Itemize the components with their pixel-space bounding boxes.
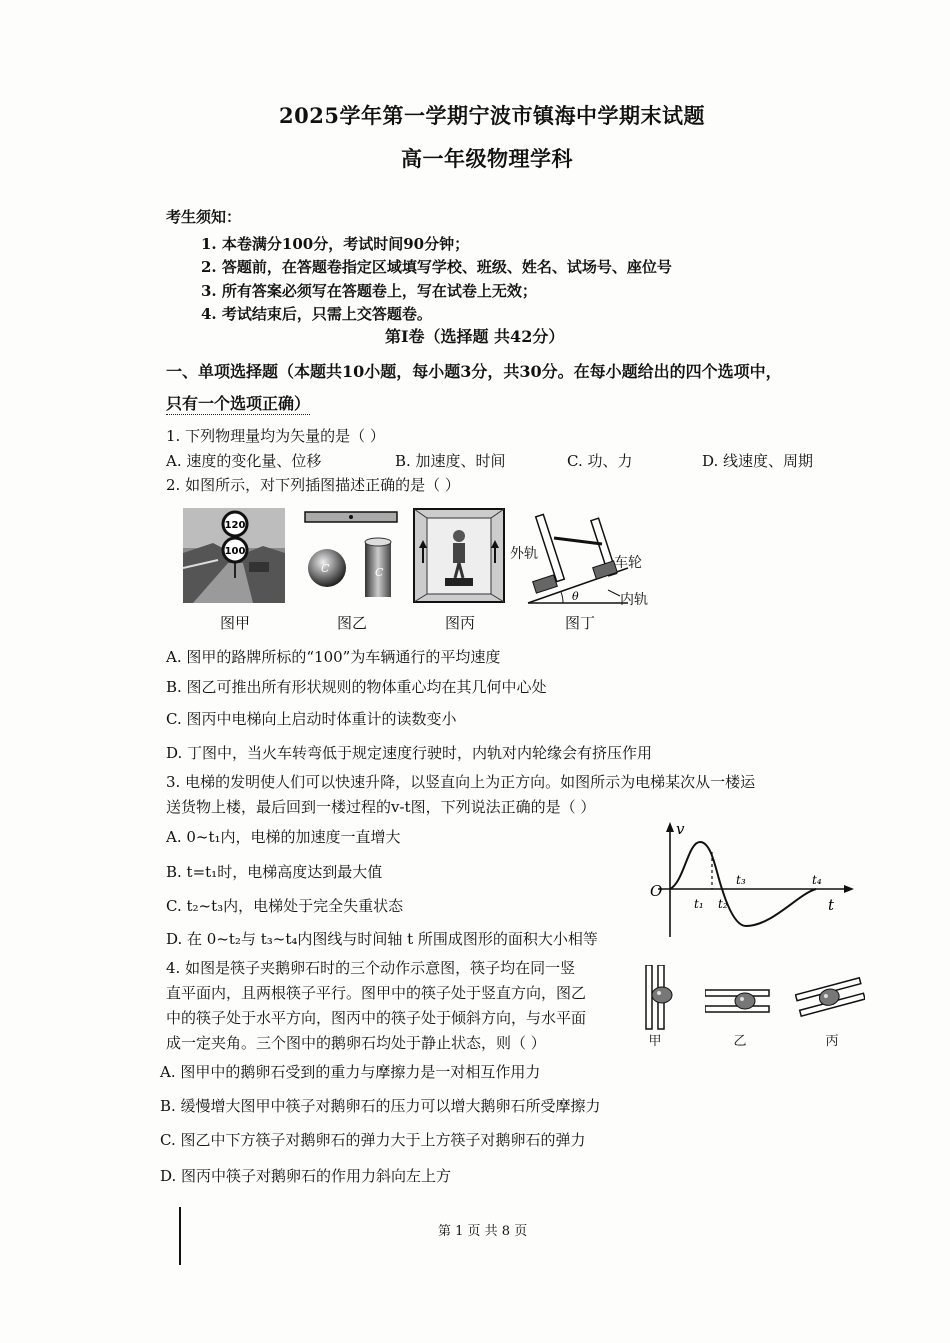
- q4-option-d: D. 图丙中筷子对鹅卵石的作用力斜向左上方: [160, 1167, 452, 1185]
- q1-option-d: D. 线速度、周期: [702, 452, 814, 470]
- notice-item-2: 2. 答题前，在答题卷指定区域填写学校、班级、姓名、试场号、座位号: [201, 258, 672, 276]
- label-t1: t₁: [694, 897, 704, 911]
- label-inner-rail: 内轨: [620, 592, 648, 608]
- chopsticks-vertical-figure: [640, 965, 674, 1031]
- caption-figure-c: 图丙: [444, 614, 475, 632]
- part1-heading-line2: 只有一个选项正确）: [166, 394, 311, 413]
- caption-figure-d: 图丁: [564, 614, 595, 632]
- notice-item-3: 3. 所有答案必须写在答题卷上，写在试卷上无效；: [201, 282, 537, 300]
- caption-figure-a: 图甲: [219, 614, 250, 632]
- part1-heading-line1: 一、单项选择题（本题共10小题，每小题3分，共30分。在每小题给出的四个选项中，: [166, 362, 782, 381]
- q1-option-b: B. 加速度、时间: [395, 452, 506, 470]
- figure-road-sign: [183, 508, 285, 603]
- label-t2: t₂: [718, 897, 728, 911]
- q4-option-c: C. 图乙中下方筷子对鹅卵石的弹力大于上方筷子对鹅卵石的弹力: [160, 1131, 586, 1149]
- notice-heading: 考生须知：: [166, 208, 242, 226]
- label-wheel: 车轮: [614, 555, 642, 571]
- q4-stem-line3: 中的筷子处于水平方向，图丙中的筷子处于倾斜方向，与水平面: [166, 1009, 587, 1027]
- section-title: 第Ⅰ卷（选择题 共42分）: [385, 327, 565, 346]
- q2-stem: 2. 如图所示，对下列插图描述正确的是（ ）: [166, 476, 460, 494]
- q3-vt-graph: [648, 822, 858, 940]
- q2-option-b: B. 图乙可推出所有形状规则的物体重心均在其几何中心处: [166, 678, 547, 696]
- v-axis-arrow: [666, 822, 674, 832]
- page-number: 第 1 页 共 8 页: [438, 1224, 528, 1239]
- q1-option-c: C. 功、力: [567, 452, 633, 470]
- cylinder-center-label: C: [375, 566, 384, 579]
- q4-stem-line1: 4. 如图是筷子夹鹅卵石时的三个动作示意图，筷子均在同一竖: [166, 959, 576, 977]
- chopsticks-inclined-figure: [795, 970, 865, 1022]
- sphere-center-label: C: [321, 562, 330, 575]
- q1-stem: 1. 下列物理量均为矢量的是（ ）: [166, 427, 385, 445]
- figure-center-of-gravity: [303, 508, 399, 603]
- q3-option-b: B. t=t₁时，电梯高度达到最大值: [166, 863, 383, 881]
- q4-stem-line4: 成一定夹角。三个图中的鹅卵石均处于静止状态，则（ ）: [166, 1034, 546, 1052]
- notice-item-4: 4. 考试结束后，只需上交答题卷。: [201, 305, 432, 323]
- label-t3: t₃: [736, 873, 746, 887]
- label-t: t: [828, 896, 835, 914]
- q3-option-d: D. 在 0~t₂与 t₃~t₄内图线与时间轴 t 所围成图形的面积大小相等: [166, 930, 598, 948]
- notice-item-1: 1. 本卷满分100分，考试时间90分钟；: [201, 235, 470, 253]
- q4-option-b: B. 缓慢增大图甲中筷子对鹅卵石的压力可以增大鹅卵石所受摩擦力: [160, 1097, 601, 1115]
- t-axis-arrow: [844, 885, 854, 893]
- sign-100-text: 100: [224, 546, 246, 557]
- q3-stem-line1: 3. 电梯的发明使人们可以快速升降，以竖直向上为正方向。如图所示为电梯某次从一楼运: [166, 773, 756, 791]
- caption-chopsticks-c: 丙: [825, 1034, 839, 1049]
- q1-option-a: A. 速度的变化量、位移: [166, 452, 322, 470]
- label-outer-rail: 外轨: [510, 546, 538, 562]
- q4-stem-line2: 直平面内，且两根筷子平行。图甲中的筷子处于竖直方向，图乙: [166, 984, 587, 1002]
- caption-figure-b: 图乙: [336, 614, 367, 632]
- label-v: v: [676, 822, 685, 838]
- exam-subtitle: 高一年级物理学科: [401, 146, 573, 171]
- q2-option-a: A. 图甲的路牌所标的“100”为车辆通行的平均速度: [166, 648, 501, 666]
- q4-option-a: A. 图甲中的鹅卵石受到的重力与摩擦力是一对相互作用力: [160, 1063, 541, 1081]
- q3-option-a: A. 0~t₁内，电梯的加速度一直增大: [166, 828, 401, 846]
- q3-option-c: C. t₂~t₃内，电梯处于完全失重状态: [166, 897, 404, 915]
- margin-binding-line: [179, 1207, 181, 1265]
- caption-chopsticks-b: 乙: [733, 1034, 747, 1049]
- angle-theta-label: θ: [572, 590, 579, 603]
- label-t4: t₄: [812, 873, 822, 887]
- q2-option-d: D. 丁图中，当火车转弯低于规定速度行驶时，内轨对内轮缘会有挤压作用: [166, 744, 653, 762]
- figure-elevator-scale: [413, 508, 505, 603]
- label-origin: O: [650, 882, 663, 900]
- q3-stem-line2: 送货物上楼，最后回到一楼过程的v-t图，下列说法正确的是（ ）: [166, 798, 596, 816]
- chopsticks-horizontal-figure: [705, 980, 771, 1020]
- caption-chopsticks-a: 甲: [648, 1034, 662, 1049]
- sign-120-text: 120: [224, 520, 246, 531]
- exam-title: 2025学年第一学期宁波市镇海中学期末试题: [279, 103, 705, 128]
- q2-option-c: C. 图丙中电梯向上启动时体重计的读数变小: [166, 710, 457, 728]
